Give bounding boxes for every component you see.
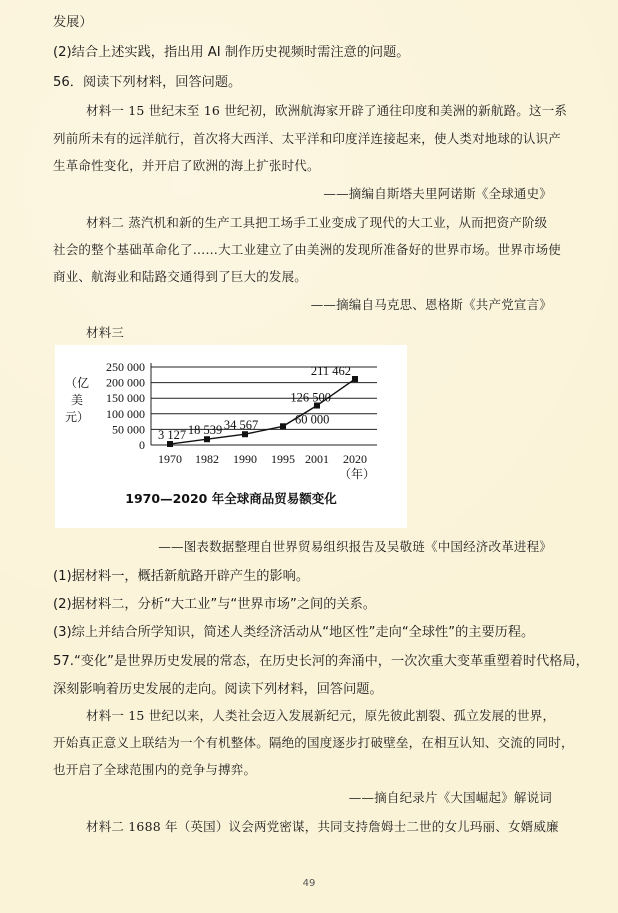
question-2-ai: (2)结合上述实践，指出用 AI 制作历史视频时需注意的问题。: [53, 45, 410, 60]
data-label: 211 462: [310, 364, 351, 379]
data-point: [280, 423, 286, 429]
material-2-source: ——摘编自马克思、恩格斯《共产党宣言》: [310, 297, 552, 312]
material-3-label: 材料三: [86, 325, 125, 340]
material-1-line-2: 列前所未有的远洋航行，首次将大西洋、太平洋和印度洋连接起来，使人类对地球的认识产: [53, 131, 562, 146]
q57-material-1-source: ——摘自纪录片《大国崛起》解说词: [348, 790, 552, 805]
x-axis-label: （年）: [338, 467, 376, 481]
q57-material-1-line-3: 也开启了全球范围内的竞争与搏弈。: [53, 762, 257, 777]
text-line-fazhan: 发展）: [53, 15, 93, 30]
material-2-line-2: 社会的整个基础革命化了……大工业建立了由美洲的发现所准备好的世界市场。世界市场使: [53, 242, 562, 257]
question-56-1: (1)据材料一，概括新航路开辟产生的影响。: [53, 569, 310, 584]
q57-material-2-line-1: 材料二 1688 年（英国）议会两党密谋，共同支持詹姆士二世的女儿玛丽、女婿威廉: [86, 819, 559, 834]
data-label: 60 000: [295, 412, 330, 427]
material-1-line-3: 生革命性变化，并开启了欧洲的海上扩张时代。: [53, 158, 320, 173]
material-3-source: ——图表数据整理自世界贸易组织报告及吴敬琏《中国经济改革进程》: [158, 539, 552, 554]
y-tick-label: 250 000: [106, 360, 145, 374]
q57-material-1-line-2: 开始真正意义上联结为一个有机整体。隔绝的国度逐步打破壁垒，在相互认知、交流的同时，: [53, 735, 574, 750]
question-56-3: (3)综上并结合所学知识，简述人类经济活动从“地区性”走向“全球性”的主要历程。: [53, 625, 535, 640]
question-56-heading: 56．阅读下列材料，回答问题。: [53, 75, 242, 90]
data-label: 34 567: [223, 418, 259, 433]
material-2-line-3: 商业、航海业和陆路交通得到了巨大的发展。: [53, 269, 308, 284]
y-tick-label: 150 000: [106, 391, 145, 406]
material-1-line-1: 材料一 15 世纪末至 16 世纪初，欧洲航海家开辟了通往印度和美洲的新航路。这一系: [86, 103, 568, 118]
material-2-line-1: 材料二 蒸汽机和新的生产工具把工场手工业变成了现代的大工业，从而把资产阶级: [86, 215, 548, 230]
material-1-source: ——摘编自斯塔夫里阿诺斯《全球通史》: [323, 186, 552, 201]
y-tick-label: 50 000: [112, 422, 145, 437]
x-tick-label: 1970: [158, 452, 182, 466]
question-57-line-2: 深刻影响着历史发展的走向。阅读下列材料，回答问题。: [53, 682, 383, 697]
y-tick-label: 0: [139, 438, 145, 452]
data-label: 18 539: [187, 423, 223, 438]
q57-material-1-line-1: 材料一 15 世纪以来，人类社会迈入发展新纪元，原先彼此割裂、孤立发展的世界，: [86, 708, 556, 723]
x-tick-label: 1982: [195, 452, 219, 466]
data-label: 126 500: [290, 390, 331, 405]
trade-chart: [55, 345, 407, 528]
y-tick-label: 200 000: [106, 375, 145, 390]
page-number: 49: [302, 878, 316, 889]
y-axis-label: （亿美元）: [64, 376, 90, 424]
x-tick-label: 2020: [343, 452, 367, 466]
question-57-line-1: 57.“变化”是世界历史发展的常态，在历史长河的奔涌中，一次次重大变革重塑着时代格局，: [53, 654, 589, 669]
chart-title: 1970—2020 年全球商品贸易额变化: [125, 491, 337, 506]
trade-chart-svg: [55, 345, 407, 528]
y-tick-label: 100 000: [106, 406, 145, 421]
question-56-2: (2)据材料二，分析“大工业”与“世界市场”之间的关系。: [53, 597, 376, 612]
data-label: 3 127: [157, 428, 187, 443]
data-point: [352, 376, 358, 382]
x-tick-label: 1995: [271, 452, 295, 466]
x-tick-label: 2001: [305, 452, 329, 466]
x-tick-label: 1990: [233, 452, 257, 466]
